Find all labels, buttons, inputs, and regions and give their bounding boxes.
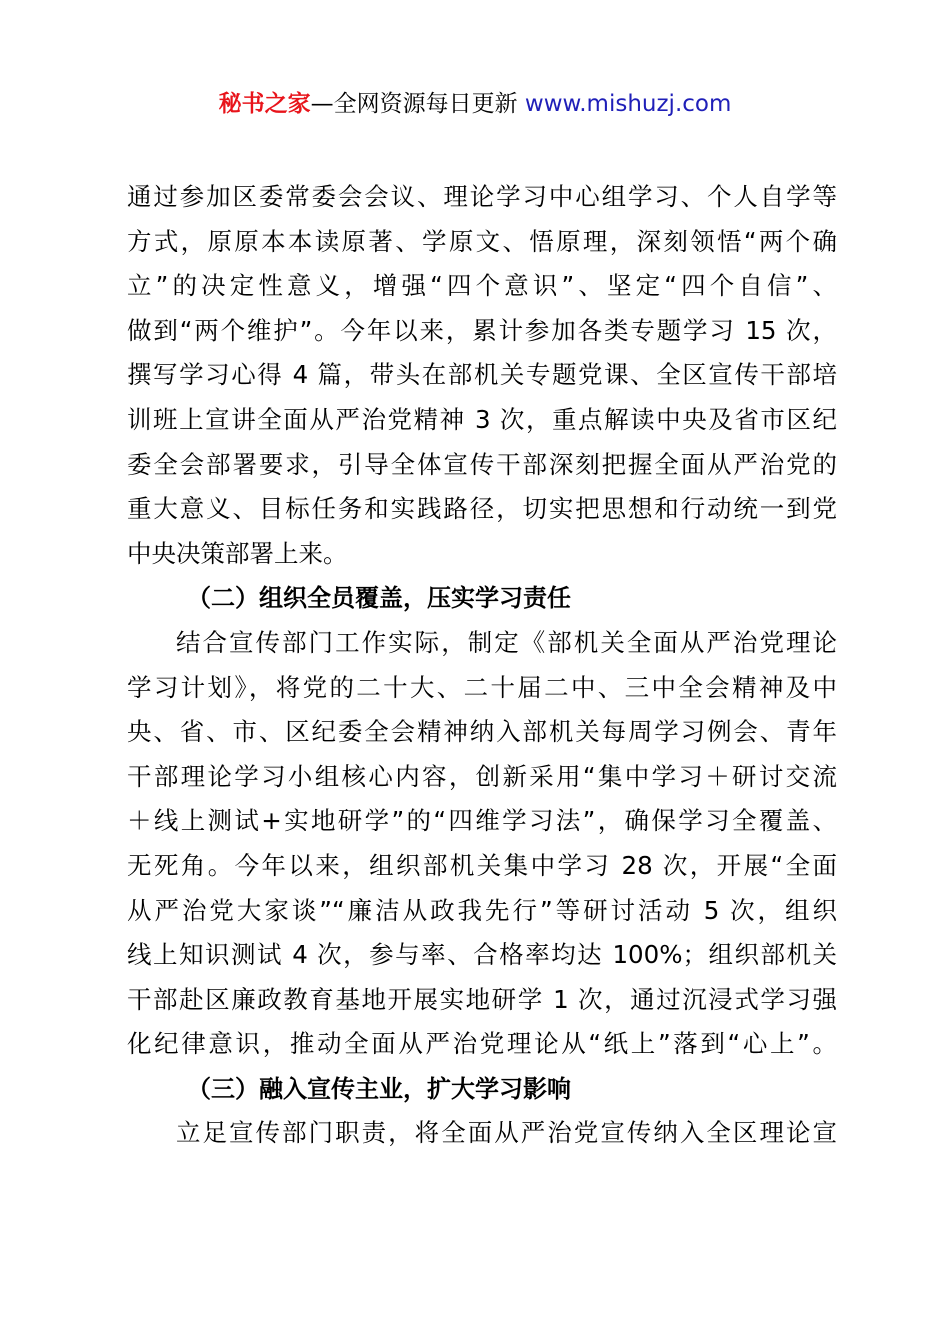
site-url-link[interactable]: www.mishuzj.com	[524, 91, 732, 117]
paragraph-line: 央、省、市、区纪委全会精神纳入部机关每周学习例会、青年	[127, 717, 837, 747]
document-body	[127, 175, 837, 1156]
section-heading: （二）组织全员覆盖，压实学习责任	[187, 584, 571, 613]
paragraph-line: 重大意义、目标任务和实践路径，切实把思想和行动统一到党	[127, 494, 837, 524]
paragraph-line: 方式，原原本本读原著、学原文、悟原理，深刻领悟“两个确	[127, 226, 837, 256]
paragraph-line: 从严治党大家谈”“廉洁从政我先行”等研讨活动 5 次，组织	[127, 895, 837, 925]
paragraph-line: 干部理论学习小组核心内容，创新采用“集中学习＋研讨交流	[127, 761, 837, 791]
paragraph-line: 无死角。今年以来，组织部机关集中学习 28 次，开展“全面	[127, 850, 837, 880]
paragraph-line: 化纪律意识，推动全面从严治党理论从“纸上”落到“心上”。	[127, 1029, 837, 1059]
paragraph-line: 委全会部署要求，引导全体宣传干部深刻把握全面从严治党的	[127, 449, 837, 479]
paragraph-line: 做到“两个维护”。今年以来，累计参加各类专题学习 15 次，	[127, 315, 837, 345]
paragraph-line: 学习计划》，将党的二十大、二十届二中、三中全会精神及中	[127, 672, 837, 702]
paragraph-line-last: 中央决策部署上来。	[127, 538, 348, 568]
section-heading: （三）融入宣传主业，扩大学习影响	[187, 1074, 571, 1103]
paragraph-line: 撰写学习心得 4 篇，带头在部机关专题党课、全区宣传干部培	[127, 360, 837, 390]
paragraph-line-first: 立足宣传部门职责，将全面从严治党宣传纳入全区理论宣	[176, 1118, 837, 1148]
paragraph-line: 线上知识测试 4 次，参与率、合格率均达 100%；组织部机关	[127, 940, 837, 970]
site-header	[0, 86, 950, 122]
paragraph-line: 通过参加区委常委会会议、理论学习中心组学习、个人自学等	[127, 182, 837, 211]
brand-name: 秘书之家	[218, 91, 311, 117]
header-tagline: —全网资源每日更新	[310, 91, 525, 117]
paragraph-line-first: 结合宣传部门工作实际，制定《部机关全面从严治党理论	[176, 627, 837, 657]
paragraph-line: ＋线上测试+实地研学”的“四维学习法”，确保学习全覆盖、	[127, 806, 837, 836]
paragraph-line: 干部赴区廉政教育基地开展实地研学 1 次，通过沉浸式学习强	[127, 984, 837, 1014]
paragraph-line: 立”的决定性意义，增强“四个意识”、坚定“四个自信”、	[127, 271, 837, 301]
paragraph-line: 训班上宣讲全面从严治党精神 3 次，重点解读中央及省市区纪	[127, 404, 837, 434]
